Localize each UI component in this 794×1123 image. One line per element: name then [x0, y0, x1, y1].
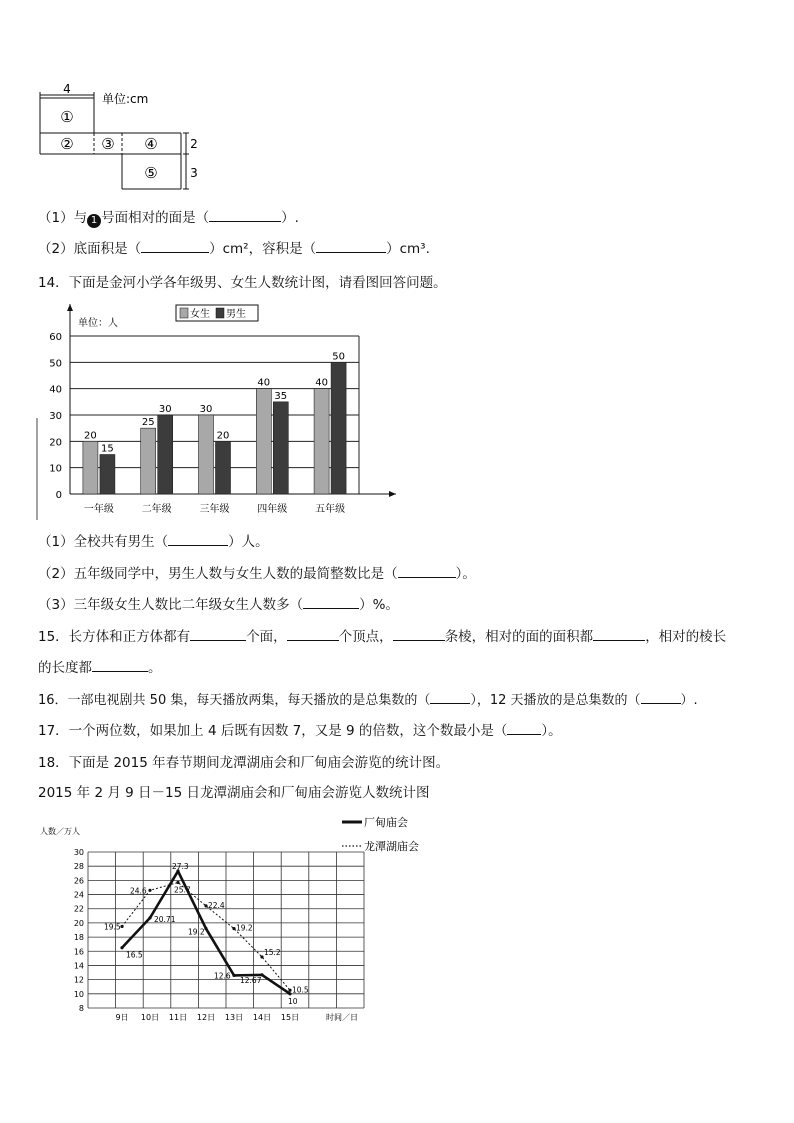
point-value-label: 22.4	[208, 900, 225, 910]
answer-blank[interactable]	[190, 628, 246, 641]
x-category-label: 15日	[280, 1013, 300, 1022]
q13-sub2	[38, 237, 430, 257]
data-point	[120, 946, 123, 949]
x-category-label: 二年级	[141, 504, 172, 515]
q15-text-g: 。	[148, 660, 162, 676]
answer-blank[interactable]	[141, 240, 209, 253]
bar-value-label: 35	[274, 390, 288, 402]
y-tick-label: 20	[49, 437, 62, 449]
dim-right-b: 3	[190, 166, 198, 180]
y-tick-label: 28	[73, 862, 84, 872]
q15-text-d: 条棱，相对的面的面积都	[444, 629, 594, 645]
point-value-label: 12.6	[214, 971, 231, 981]
q18-text: 18．下面是 2015 年春节期间龙潭湖庙会和厂甸庙会游览的统计图。	[38, 755, 450, 771]
answer-blank[interactable]	[393, 628, 445, 641]
q16-text-a: 16．一部电视剧共 50 集，每天播放两集，每天播放的是总集数的（	[38, 693, 431, 708]
legend-label: 厂甸庙会	[364, 816, 408, 829]
answer-blank[interactable]	[316, 240, 386, 253]
answer-blank[interactable]	[430, 691, 470, 704]
q17-text-a: 17．一个两位数，如果加上 4 后既有因数 7，又是 9 的倍数，这个数最小是（	[38, 723, 508, 739]
q14-sub2-text-a: （2）五年级同学中，男生人数与女生人数的最简整数比是（	[38, 566, 398, 582]
point-value-label: 10	[288, 996, 298, 1006]
x-axis-label: 时间／日	[326, 1013, 358, 1022]
y-tick-label: 0	[55, 490, 62, 501]
y-tick-label: 14	[73, 961, 84, 971]
q14-sub1-text-a: （1）全校共有男生（	[38, 534, 169, 550]
answer-blank[interactable]	[303, 596, 359, 609]
bar	[158, 415, 173, 494]
answer-blank[interactable]	[287, 628, 339, 641]
legend-swatch	[180, 308, 188, 318]
x-category-label: 9日	[115, 1013, 129, 1022]
bar-value-label: 30	[158, 404, 172, 415]
q15-text-c: 个顶点，	[338, 629, 393, 645]
legend-label: 男生	[226, 309, 246, 320]
q14-sub3	[38, 593, 399, 613]
x-category-label: 13日	[224, 1013, 244, 1022]
q18-caption: 2015 年 2 月 9 日－15 日龙潭湖庙会和厂甸庙会游览人数统计图	[38, 785, 430, 801]
y-tick-label: 8	[78, 1004, 84, 1013]
data-point	[148, 889, 151, 892]
point-value-label: 27.3	[172, 862, 189, 872]
face-2-label: ②	[60, 135, 74, 153]
q14-sub2	[38, 562, 476, 582]
q13-sub2-text-b: ）cm²，容积是（	[209, 241, 317, 257]
q14-sub3-text-a: （3）三年级女生人数比二年级女生人数多（	[38, 597, 304, 613]
q17-text-b: ）。	[541, 723, 562, 739]
point-value-label: 16.5	[126, 950, 143, 960]
q15-line1	[38, 625, 726, 645]
legend-label: 龙潭湖庙会	[364, 840, 419, 853]
y-tick-label: 50	[49, 358, 62, 370]
data-point	[120, 925, 123, 928]
point-value-label: 25.7	[174, 885, 191, 895]
point-value-label: 20.71	[154, 914, 176, 924]
answer-blank[interactable]	[507, 722, 541, 735]
bar-value-label: 30	[199, 404, 213, 415]
y-tick-label: 10	[73, 989, 84, 999]
y-tick-label: 26	[73, 876, 84, 886]
x-category-label: 10日	[140, 1013, 160, 1022]
bar	[256, 389, 271, 494]
bar-value-label: 40	[315, 377, 328, 389]
data-point	[204, 927, 207, 930]
legend	[176, 305, 258, 321]
y-tick-label: 18	[73, 933, 84, 943]
face-3-label: ③	[101, 135, 115, 153]
answer-blank[interactable]	[168, 533, 228, 546]
point-value-label: 15.2	[264, 947, 281, 957]
q15-line2	[38, 656, 162, 676]
dim-top-label: 4	[63, 84, 71, 96]
y-tick-label: 20	[73, 918, 84, 928]
point-value-label: 10.5	[292, 985, 309, 995]
bar-value-label: 25	[141, 417, 155, 429]
answer-blank[interactable]	[641, 691, 681, 704]
x-category-label: 11日	[168, 1013, 188, 1022]
point-value-label: 19.2	[188, 927, 205, 937]
x-category-label: 四年级	[257, 504, 288, 515]
net-figure	[34, 84, 204, 194]
q14-sub2-text-b: ）。	[455, 566, 476, 582]
q13-sub1-text-a: （1）与	[38, 210, 88, 226]
point-value-label: 19.5	[104, 922, 121, 932]
bar	[141, 428, 156, 494]
series-line-solid	[122, 871, 290, 994]
bar	[314, 389, 329, 494]
y-axis-arrow	[67, 304, 73, 311]
circled-one-icon: 1	[87, 214, 101, 228]
bar	[216, 441, 231, 494]
q13-sub2-text-c: ）cm³.	[386, 241, 430, 257]
y-tick-label: 16	[73, 947, 84, 957]
x-category-label: 三年级	[199, 504, 230, 515]
q16-text	[38, 689, 698, 708]
y-tick-label: 40	[49, 384, 62, 396]
legend	[342, 815, 419, 853]
legend-label: 女生	[190, 309, 210, 320]
dim-right-a: 2	[190, 137, 198, 151]
face-4-label: ④	[144, 135, 158, 153]
answer-blank[interactable]	[593, 628, 645, 641]
data-point	[232, 974, 235, 977]
bar-chart	[34, 298, 414, 523]
data-point	[148, 916, 151, 919]
data-point	[176, 881, 179, 884]
bar	[83, 441, 98, 494]
point-value-label: 12.67	[240, 975, 262, 985]
y-tick-label: 24	[73, 890, 84, 900]
x-category-label: 12日	[196, 1013, 216, 1022]
q15-text-e: ，相对的棱长	[645, 629, 727, 645]
y-tick-label: 60	[49, 332, 62, 343]
y-axis-label: 人数／万人	[40, 827, 80, 836]
y-tick-label: 22	[73, 904, 84, 914]
q14-sub3-text-b: ）%。	[359, 597, 399, 613]
bar-value-label: 15	[101, 443, 114, 455]
face-5-label: ⑤	[144, 164, 158, 182]
q13-sub1-text-b: 号面相对的面是（	[101, 210, 210, 226]
bar-value-label: 40	[257, 377, 271, 389]
answer-blank[interactable]	[209, 209, 281, 222]
q14-sub1	[38, 530, 269, 550]
answer-blank[interactable]	[398, 565, 456, 578]
y-tick-label: 30	[73, 848, 84, 857]
legend-swatch	[216, 308, 224, 318]
q16-text-c: ）.	[680, 693, 698, 708]
y-tick-label: 12	[73, 975, 84, 985]
x-axis-arrow	[389, 491, 396, 497]
q13-sub1	[38, 206, 299, 228]
x-category-label: 一年级	[83, 504, 114, 515]
unit-label: 单位:cm	[102, 92, 149, 106]
y-tick-label: 30	[49, 411, 62, 422]
x-category-label: 14日	[252, 1013, 272, 1022]
bar	[273, 402, 288, 494]
bar-value-label: 20	[216, 430, 230, 442]
bar	[199, 415, 214, 494]
bar-value-label: 50	[332, 351, 345, 363]
q14-text: 14．下面是金河小学各年级男、女生人数统计图，请看图回答问题。	[38, 275, 447, 291]
bar-value-label: 20	[84, 430, 97, 442]
answer-blank[interactable]	[92, 659, 148, 672]
q15-text-b: 个面，	[246, 629, 287, 645]
series-line-dotted	[122, 882, 290, 990]
face-1-label: ①	[60, 108, 74, 126]
q16-text-b: ），12 天播放的是总集数的（	[470, 693, 641, 708]
x-category-label: 五年级	[315, 504, 346, 515]
line-chart	[34, 808, 434, 1030]
q14-sub1-text-b: ）人。	[228, 534, 269, 550]
y-axis-unit-label: 单位：人	[78, 318, 118, 329]
bar	[331, 362, 346, 494]
y-tick-label: 10	[49, 463, 62, 475]
bar	[100, 455, 115, 495]
q15-text-f: 的长度都	[38, 660, 92, 676]
point-value-label: 19.2	[236, 923, 253, 933]
point-value-label: 24.6	[130, 886, 147, 896]
q15-text-a: 15．长方体和正方体都有	[38, 629, 191, 645]
q13-sub1-text-c: ）.	[281, 210, 299, 226]
q17-text	[38, 719, 562, 739]
q13-sub2-text-a: （2）底面积是（	[38, 241, 142, 257]
